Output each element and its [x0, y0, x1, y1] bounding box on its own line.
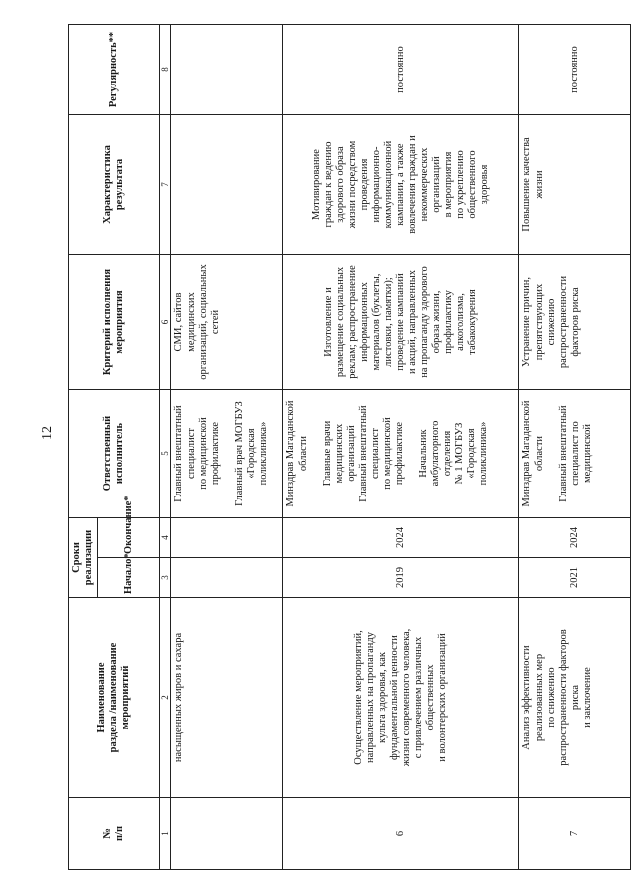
- row-number: 6: [283, 798, 519, 870]
- header-end: Окончание*: [98, 518, 160, 558]
- header-result: Характеристика результата: [69, 115, 160, 255]
- row-end: 2024: [519, 518, 631, 558]
- row-start: 2019: [283, 558, 519, 598]
- header-start: Начало*: [98, 558, 160, 598]
- row-regularity: постоянно: [283, 25, 519, 115]
- row-criterion: Устранение причин, препятствующих снижению распространенности факторов риска: [519, 255, 631, 390]
- column-number: 5: [160, 390, 171, 518]
- measures-table: [68, 24, 631, 870]
- header-regularity: Регулярность**: [69, 25, 160, 115]
- row-number: [171, 798, 283, 870]
- row-criterion: СМИ, сайтов медицинских организаций, социальных сетей: [171, 255, 283, 390]
- header-responsible: Ответственный исполнитель: [69, 390, 160, 518]
- table-row: [519, 25, 631, 870]
- column-number: 1: [160, 798, 171, 870]
- row-result: [171, 115, 283, 255]
- column-number: 4: [160, 518, 171, 558]
- row-result: Повышение качества жизни: [519, 115, 631, 255]
- header-num: № п/п: [69, 798, 160, 870]
- table-row: [283, 25, 519, 870]
- table-row: [171, 25, 283, 870]
- row-name: насыщенных жиров и сахара: [171, 598, 283, 798]
- row-criterion: Изготовление и размещение социальных реклам; распространение информационных материалов (буклеты, листовки, памятки); проведение кампаний и акций, направленных на пропаганду здорового образа жизни, профилактику алкоголизма, табакокурения: [283, 255, 519, 390]
- row-result: Мотивирование граждан к ведению здорового образа жизни посредством проведения информационно- коммуникационной кампании, а также вовлечения граждан и некоммерческих организаций в мероприятия по укреплению общественного здоровья: [283, 115, 519, 255]
- header-criterion: Критерий исполнения мероприятия: [69, 255, 160, 390]
- column-number-row: [160, 25, 171, 870]
- row-start: 2021: [519, 558, 631, 598]
- column-number: 7: [160, 115, 171, 255]
- row-regularity: постоянно: [519, 25, 631, 115]
- header-row-1: [69, 25, 98, 870]
- row-name: Анализ эффективности реализованных мер по снижению распространенности факторов риска и заключение: [519, 598, 631, 798]
- row-responsible: Главный внештатный специалист по медицинской профилактике Главный врач МОГБУЗ «Городская поликлиника»: [171, 390, 283, 518]
- row-number: 7: [519, 798, 631, 870]
- column-number: 2: [160, 598, 171, 798]
- row-name: Осуществление мероприятий, направленных на пропаганду культа здоровья, как фундаментальной ценности жизни современного человека, с привлечением различных общественных и волонтерских организаций: [283, 598, 519, 798]
- column-number: 8: [160, 25, 171, 115]
- row-responsible: Минздрав Магаданской области Главные врачи медицинских организаций Главный внештатный специалист по медицинской профилактике Начальник амбулаторного отделения № 1 МОГБУЗ «Городская поликлиника»: [283, 390, 519, 518]
- column-number: 3: [160, 558, 171, 598]
- row-responsible: Минздрав Магаданской области Главный внештатный специалист по медицинской: [519, 390, 631, 518]
- header-period-group: Сроки реализации: [69, 518, 98, 598]
- rotated-table-page: [68, 25, 631, 870]
- row-end: [171, 518, 283, 558]
- row-start: [171, 558, 283, 598]
- page-number: 12: [40, 426, 55, 440]
- column-number: 6: [160, 255, 171, 390]
- row-end: 2024: [283, 518, 519, 558]
- row-regularity: [171, 25, 283, 115]
- header-name: Наименование раздела /наименование мероприятий: [69, 598, 160, 798]
